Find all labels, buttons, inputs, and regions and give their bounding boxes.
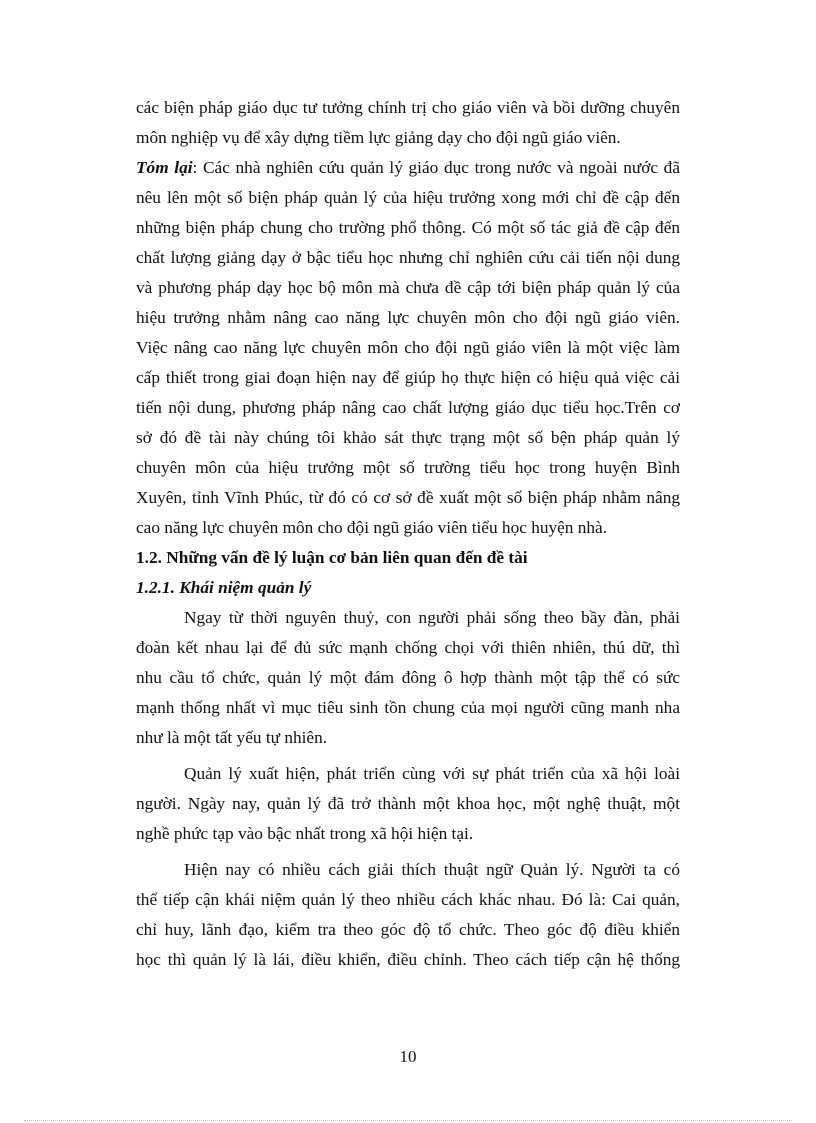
text-line: chỉ huy, lãnh đạo, kiểm tra theo góc độ tổ chức. Theo góc độ điều khiển	[136, 920, 680, 939]
paragraph-1	[136, 603, 680, 753]
subsection-heading: 1.2.1. Khái niệm quản lý	[136, 578, 312, 597]
text-line: sở đó đề tài này chúng tôi khảo sát thực trạng một số bện pháp quản lý	[136, 428, 680, 447]
text-line: Hiện nay có nhiều cách giải thích thuật ngữ Quản lý. Người ta có	[184, 860, 680, 879]
text-line: hiệu trưởng nhằm nâng cao năng lực chuyên môn cho đội ngũ giáo viên.	[136, 308, 680, 327]
page-bottom-divider	[24, 1120, 792, 1121]
text-line: nhu cầu tổ chức, quản lý một đám đông ô hợp thành một tập thể có sức	[136, 668, 680, 687]
summary-first-line-text: : Các nhà nghiên cứu quản lý giáo dục trong nước và ngoài nước đã	[192, 158, 680, 177]
text-line: và phương pháp dạy học bộ môn mà chưa đề cập tới biện pháp quản lý của	[136, 278, 680, 297]
text-line: nêu lên một số biện pháp quản lý của hiệu trưởng xong mới chỉ đề cập đến	[136, 188, 680, 207]
text-line: mạnh thống nhất vì mục tiêu sinh tồn chung của mọi người cũng manh nha	[136, 698, 680, 717]
text-line: tiến nội dung, phương pháp nâng cao chất lượng giáo dục tiểu học.Trên cơ	[136, 398, 680, 417]
text-line: nghề phức tạp vào bậc nhất trong xã hội hiện tại.	[136, 824, 474, 843]
text-line: cấp thiết trong giai đoạn hiện nay để giúp họ thực hiện có hiệu quả việc cải	[136, 368, 680, 387]
summary-first-line	[136, 153, 680, 183]
text-line: môn nghiệp vụ để xây dựng tiềm lực giảng dạy cho đội ngũ giáo viên.	[136, 128, 621, 147]
paragraph-summary	[136, 153, 680, 543]
section-heading: 1.2. Những vấn đề lý luận cơ bản liên quan đến đề tài	[136, 548, 528, 567]
page-body	[136, 93, 680, 975]
text-line: chuyên môn của hiệu trưởng một số trường tiểu học trong huyện Bình	[136, 458, 680, 477]
text-line: Quản lý xuất hiện, phát triển cùng với sự phát triển của xã hội loài	[184, 764, 680, 783]
page-number: 10	[399, 1047, 417, 1066]
text-line: chất lượng giảng dạy ở bậc tiểu học nhưng chỉ nghiên cứu cải tiến nội dung	[136, 248, 680, 267]
text-line: học thì quản lý là lái, điều khiển, điều chỉnh. Theo cách tiếp cận hệ thống	[136, 950, 680, 969]
text-line: người. Ngày nay, quản lý đã trở thành một khoa học, một nghệ thuật, một	[136, 794, 680, 813]
text-line: thể tiếp cận khái niệm quản lý theo nhiều cách khác nhau. Đó là: Cai quản,	[136, 890, 680, 909]
paragraph-intro	[136, 93, 680, 153]
text-line: Ngay từ thời nguyên thuỷ, con người phải sống theo bầy đàn, phải	[184, 608, 680, 627]
paragraph-2	[136, 759, 680, 849]
text-line: các biện pháp giáo dục tư tưởng chính trị cho giáo viên và bồi dưỡng chuyên	[136, 98, 680, 117]
text-line: Việc nâng cao năng lực chuyên môn cho đội ngũ giáo viên là một việc làm	[136, 338, 680, 357]
text-line: cao năng lực chuyên môn cho đội ngũ giáo viên tiểu học huyện nhà.	[136, 518, 608, 537]
summary-label: Tóm lại	[136, 158, 193, 177]
text-line: những biện pháp chung cho trường phổ thông. Có một số tác giả đề cập đến	[136, 218, 680, 237]
text-line: như là một tất yếu tự nhiên.	[136, 728, 328, 747]
paragraph-3	[136, 855, 680, 975]
text-line: Xuyên, tỉnh Vĩnh Phúc, từ đó có cơ sở đề xuất một số biện pháp nhằm nâng	[136, 488, 680, 507]
text-line: đoàn kết nhau lại để đủ sức mạnh chống chọi với thiên nhiên, thú dữ, thì	[136, 638, 680, 657]
